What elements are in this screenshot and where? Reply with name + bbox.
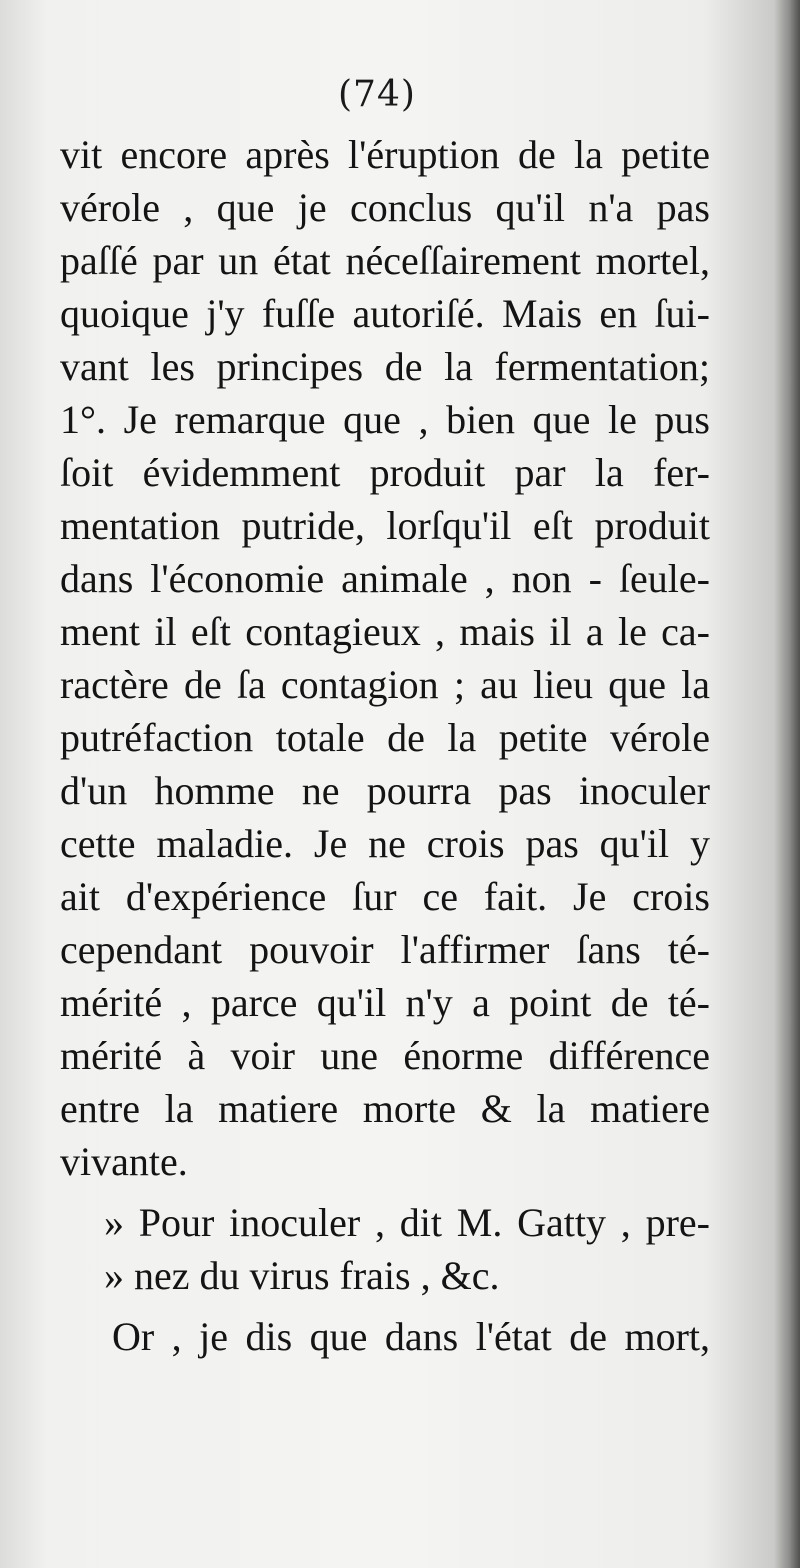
text-line: vérole , que je conclus qu'il n'a pas [60,185,710,230]
paragraph-gap [60,1188,710,1196]
text-line: mérité , parce qu'il n'y a point de té- [60,980,710,1025]
quote-line: » Pour inoculer , dit M. Gatty , pre- [104,1200,710,1245]
text-line: ractère de ſa contagion ; au lieu que la [60,662,710,707]
text-line: dans l'économie animale , non - ſeule- [60,556,710,601]
text-line: paſſé par un état néceſſairement mortel, [60,238,710,283]
quote-line: » nez du virus frais , &c. [104,1253,500,1298]
paragraph-start-line: Or , je dis que dans l'état de mort, [112,1314,710,1359]
text-line: mérité à voir une énorme différence [60,1033,710,1078]
page-gutter-shadow [774,0,800,1568]
text-line: vivante. [60,1139,188,1184]
text-line: mentation putride, lorſqu'il eſt produit [60,503,710,548]
text-line: putréfaction totale de la petite vérole [60,715,710,760]
text-line: entre la matiere morte & la matiere [60,1086,710,1131]
text-line: cependant pouvoir l'affirmer ſans té- [60,927,710,972]
text-line: cette maladie. Je ne crois pas qu'il y [60,821,710,866]
text-line: 1°. Je remarque que , bien que le pus [60,397,710,442]
page-number: (74) [338,74,416,115]
paragraph-gap [60,1302,710,1310]
text-line: vit encore après l'éruption de la petite [60,132,710,177]
text-line: ſoit évidemment produit par la fer- [60,450,710,495]
text-line: d'un homme ne pourra pas inoculer [60,768,710,813]
page-body [60,128,710,1363]
text-line: ment il eſt contagieux , mais il a le ca- [60,609,710,654]
text-line: vant les principes de la fermentation; [60,344,710,389]
text-line: ait d'expérience ſur ce fait. Je crois [60,874,710,919]
text-line: quoique j'y fuſſe autoriſé. Mais en ſui- [60,291,710,336]
